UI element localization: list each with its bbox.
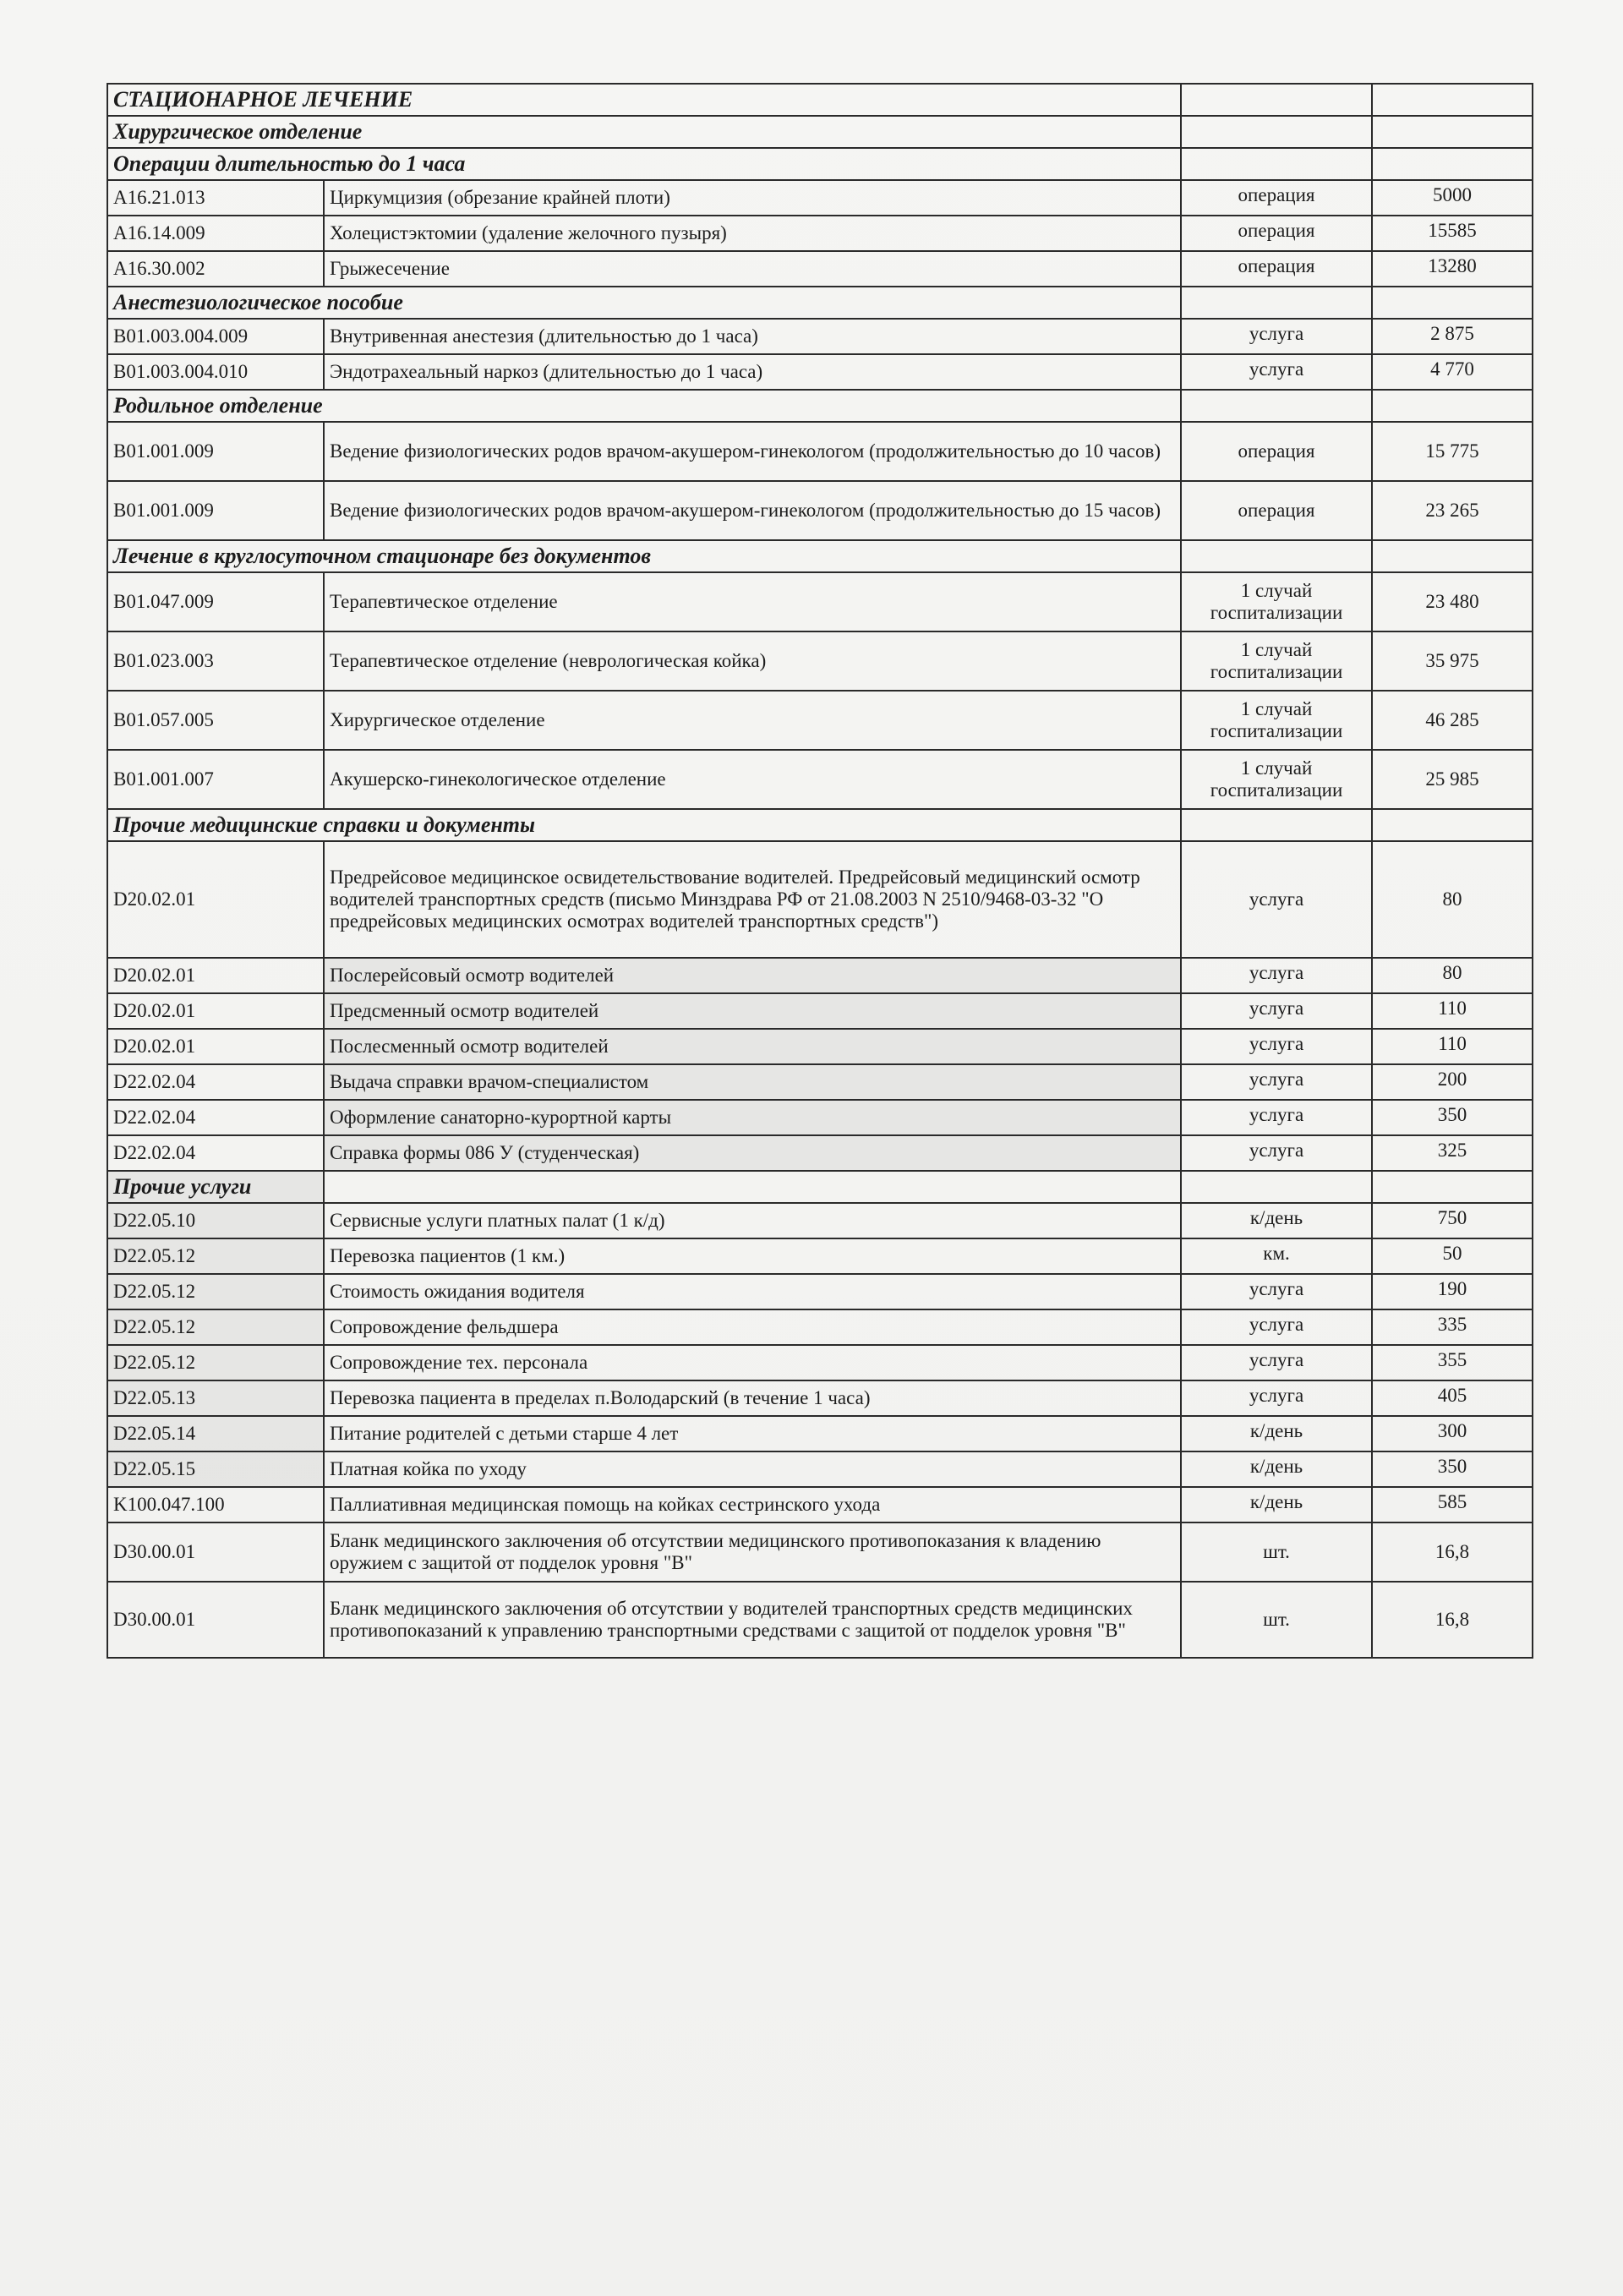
service-code: D22.05.13 [107,1380,324,1416]
empty-cell [1372,84,1533,116]
service-price: 23 480 [1372,572,1533,631]
service-unit: услуга [1181,1345,1372,1380]
empty-cell [1181,84,1372,116]
table-row [107,354,1533,390]
table-row [107,958,1533,993]
service-price: 5000 [1372,180,1533,216]
service-price: 2 875 [1372,319,1533,354]
section-title: СТАЦИОНАРНОЕ ЛЕЧЕНИЕ [107,84,1181,116]
table-row [107,1135,1533,1171]
service-name: Платная койка по уходу [324,1451,1181,1487]
service-price: 750 [1372,1203,1533,1238]
service-price: 13280 [1372,251,1533,287]
service-unit: услуга [1181,993,1372,1029]
service-price: 50 [1372,1238,1533,1274]
service-unit: услуга [1181,958,1372,993]
service-code: K100.047.100 [107,1487,324,1522]
service-unit: услуга [1181,1100,1372,1135]
section-header [107,116,1533,148]
service-name: Ведение физиологических родов врачом-акушером-гинекологом (продолжительностью до 15 часов) [324,481,1181,540]
service-unit: операция [1181,216,1372,251]
service-code: D22.02.04 [107,1100,324,1135]
section-title: Лечение в круглосуточном стационаре без документов [107,540,1181,572]
table-row [107,216,1533,251]
service-name: Послерейсовый осмотр водителей [324,958,1181,993]
empty-cell [1181,148,1372,180]
table-row [107,1451,1533,1487]
table-row [107,1100,1533,1135]
table-row [107,691,1533,750]
service-code: B01.057.005 [107,691,324,750]
table-row [107,180,1533,216]
service-name: Стоимость ожидания водителя [324,1274,1181,1309]
service-name: Предсменный осмотр водителей [324,993,1181,1029]
service-unit: шт. [1181,1582,1372,1658]
service-name: Питание родителей с детьми старше 4 лет [324,1416,1181,1451]
section-header [107,390,1533,422]
empty-cell [1181,540,1372,572]
service-name: Терапевтическое отделение (неврологическая койка) [324,631,1181,691]
service-price: 350 [1372,1451,1533,1487]
service-unit: услуга [1181,1380,1372,1416]
table-row [107,1416,1533,1451]
service-name: Внутривенная анестезия (длительностью до 1 часа) [324,319,1181,354]
service-unit: операция [1181,251,1372,287]
service-unit: 1 случай госпитализации [1181,631,1372,691]
service-code: A16.21.013 [107,180,324,216]
service-unit: к/день [1181,1203,1372,1238]
service-name: Холецистэктомии (удаление желочного пузыря) [324,216,1181,251]
service-unit: услуга [1181,1029,1372,1064]
empty-cell [1372,148,1533,180]
service-code: B01.047.009 [107,572,324,631]
service-unit: услуга [1181,1135,1372,1171]
service-unit: операция [1181,422,1372,481]
service-unit: к/день [1181,1451,1372,1487]
empty-cell [1181,1171,1372,1203]
empty-cell [1372,390,1533,422]
service-code: D22.05.14 [107,1416,324,1451]
empty-cell [1372,809,1533,841]
section-header [107,84,1533,116]
section-title: Хирургическое отделение [107,116,1181,148]
service-name: Послесменный осмотр водителей [324,1029,1181,1064]
table-row [107,1238,1533,1274]
service-name: Бланк медицинского заключения об отсутствии у водителей транспортных средств медицинских противопоказаний к управлению транспортными средствами с защитой от подделок уровня "В" [324,1582,1181,1658]
table-row [107,631,1533,691]
service-price: 35 975 [1372,631,1533,691]
service-unit: услуга [1181,354,1372,390]
table-row [107,422,1533,481]
service-name: Хирургическое отделение [324,691,1181,750]
table-row [107,993,1533,1029]
section-header [107,287,1533,319]
service-code: B01.001.007 [107,750,324,809]
empty-cell [1372,540,1533,572]
service-code: D22.05.15 [107,1451,324,1487]
service-unit: км. [1181,1238,1372,1274]
service-price: 4 770 [1372,354,1533,390]
empty-cell [1372,287,1533,319]
service-price: 325 [1372,1135,1533,1171]
service-unit: 1 случай госпитализации [1181,572,1372,631]
service-unit: операция [1181,180,1372,216]
service-name: Циркумцизия (обрезание крайней плоти) [324,180,1181,216]
service-code: B01.001.009 [107,481,324,540]
table-row [107,841,1533,958]
service-code: A16.30.002 [107,251,324,287]
table-row [107,1582,1533,1658]
section-title: Анестезиологическое пособие [107,287,1181,319]
service-code: B01.003.004.010 [107,354,324,390]
table-row [107,251,1533,287]
service-price: 46 285 [1372,691,1533,750]
service-code: B01.003.004.009 [107,319,324,354]
service-price: 300 [1372,1416,1533,1451]
section-title: Прочие медицинские справки и документы [107,809,1181,841]
service-price: 23 265 [1372,481,1533,540]
service-code: D20.02.01 [107,958,324,993]
table-row [107,750,1533,809]
service-price: 110 [1372,993,1533,1029]
service-name: Выдача справки врачом-специалистом [324,1064,1181,1100]
service-unit: услуга [1181,841,1372,958]
table-row [107,1064,1533,1100]
section-header [107,540,1533,572]
service-price: 25 985 [1372,750,1533,809]
service-code: D22.02.04 [107,1064,324,1100]
table-row [107,1380,1533,1416]
service-code: D30.00.01 [107,1582,324,1658]
service-code: D20.02.01 [107,1029,324,1064]
empty-cell [1372,1171,1533,1203]
service-name: Справка формы 086 У (студенческая) [324,1135,1181,1171]
table-row [107,319,1533,354]
service-code: D22.05.12 [107,1238,324,1274]
service-price: 190 [1372,1274,1533,1309]
section-title: Родильное отделение [107,390,1181,422]
table-row [107,1345,1533,1380]
empty-cell [324,1171,1181,1203]
table-row [107,1487,1533,1522]
section-header [107,148,1533,180]
service-unit: операция [1181,481,1372,540]
service-price: 110 [1372,1029,1533,1064]
service-price: 15 775 [1372,422,1533,481]
table-row [107,1203,1533,1238]
table-row [107,1522,1533,1582]
service-name: Перевозка пациента в пределах п.Володарский (в течение 1 часа) [324,1380,1181,1416]
section-header [107,1171,1533,1203]
empty-cell [1181,809,1372,841]
price-table [107,83,1533,1659]
service-unit: 1 случай госпитализации [1181,750,1372,809]
service-name: Перевозка пациентов (1 км.) [324,1238,1181,1274]
service-code: D22.05.10 [107,1203,324,1238]
service-name: Сопровождение тех. персонала [324,1345,1181,1380]
empty-cell [1181,116,1372,148]
service-code: B01.023.003 [107,631,324,691]
price-table-body [107,84,1533,1658]
service-code: D20.02.01 [107,993,324,1029]
service-name: Бланк медицинского заключения об отсутствии медицинского противопоказания к владению оружием с защитой от подделок уровня "В" [324,1522,1181,1582]
service-code: D30.00.01 [107,1522,324,1582]
service-price: 15585 [1372,216,1533,251]
table-row [107,1309,1533,1345]
table-row [107,572,1533,631]
section-header [107,809,1533,841]
service-price: 80 [1372,841,1533,958]
service-unit: услуга [1181,1274,1372,1309]
service-price: 350 [1372,1100,1533,1135]
service-unit: 1 случай госпитализации [1181,691,1372,750]
service-price: 16,8 [1372,1582,1533,1658]
service-name: Эндотрахеальный наркоз (длительностью до 1 часа) [324,354,1181,390]
empty-cell [1181,390,1372,422]
service-name: Ведение физиологических родов врачом-акушером-гинекологом (продолжительностью до 10 часов) [324,422,1181,481]
service-name: Предрейсовое медицинское освидетельствование водителей. Предрейсовый медицинский осмотр водителей транспортных средств (письмо Минздрава РФ от 21.08.2003 N 2510/9468-03-32 "О предрейсовых медицинских осмотрах водителей транспортных средств") [324,841,1181,958]
service-unit: шт. [1181,1522,1372,1582]
service-name: Сервисные услуги платных палат (1 к/д) [324,1203,1181,1238]
service-unit: к/день [1181,1416,1372,1451]
service-price: 355 [1372,1345,1533,1380]
service-code: B01.001.009 [107,422,324,481]
service-name: Паллиативная медицинская помощь на койках сестринского ухода [324,1487,1181,1522]
table-row [107,1274,1533,1309]
service-price: 80 [1372,958,1533,993]
empty-cell [1372,116,1533,148]
service-name: Сопровождение фельдшера [324,1309,1181,1345]
service-price: 405 [1372,1380,1533,1416]
service-name: Грыжесечение [324,251,1181,287]
service-unit: услуга [1181,1309,1372,1345]
service-code: D22.05.12 [107,1274,324,1309]
service-price: 335 [1372,1309,1533,1345]
service-unit: к/день [1181,1487,1372,1522]
empty-cell [1181,287,1372,319]
service-price: 16,8 [1372,1522,1533,1582]
service-unit: услуга [1181,319,1372,354]
service-name: Терапевтическое отделение [324,572,1181,631]
service-name: Акушерско-гинекологическое отделение [324,750,1181,809]
service-code: D22.05.12 [107,1345,324,1380]
service-name: Оформление санаторно-курортной карты [324,1100,1181,1135]
service-code: D20.02.01 [107,841,324,958]
table-row [107,1029,1533,1064]
service-code: D22.02.04 [107,1135,324,1171]
section-title: Операции длительностью до 1 часа [107,148,1181,180]
service-price: 585 [1372,1487,1533,1522]
service-code: D22.05.12 [107,1309,324,1345]
section-title: Прочие услуги [107,1171,324,1203]
table-row [107,481,1533,540]
service-code: A16.14.009 [107,216,324,251]
service-unit: услуга [1181,1064,1372,1100]
service-price: 200 [1372,1064,1533,1100]
